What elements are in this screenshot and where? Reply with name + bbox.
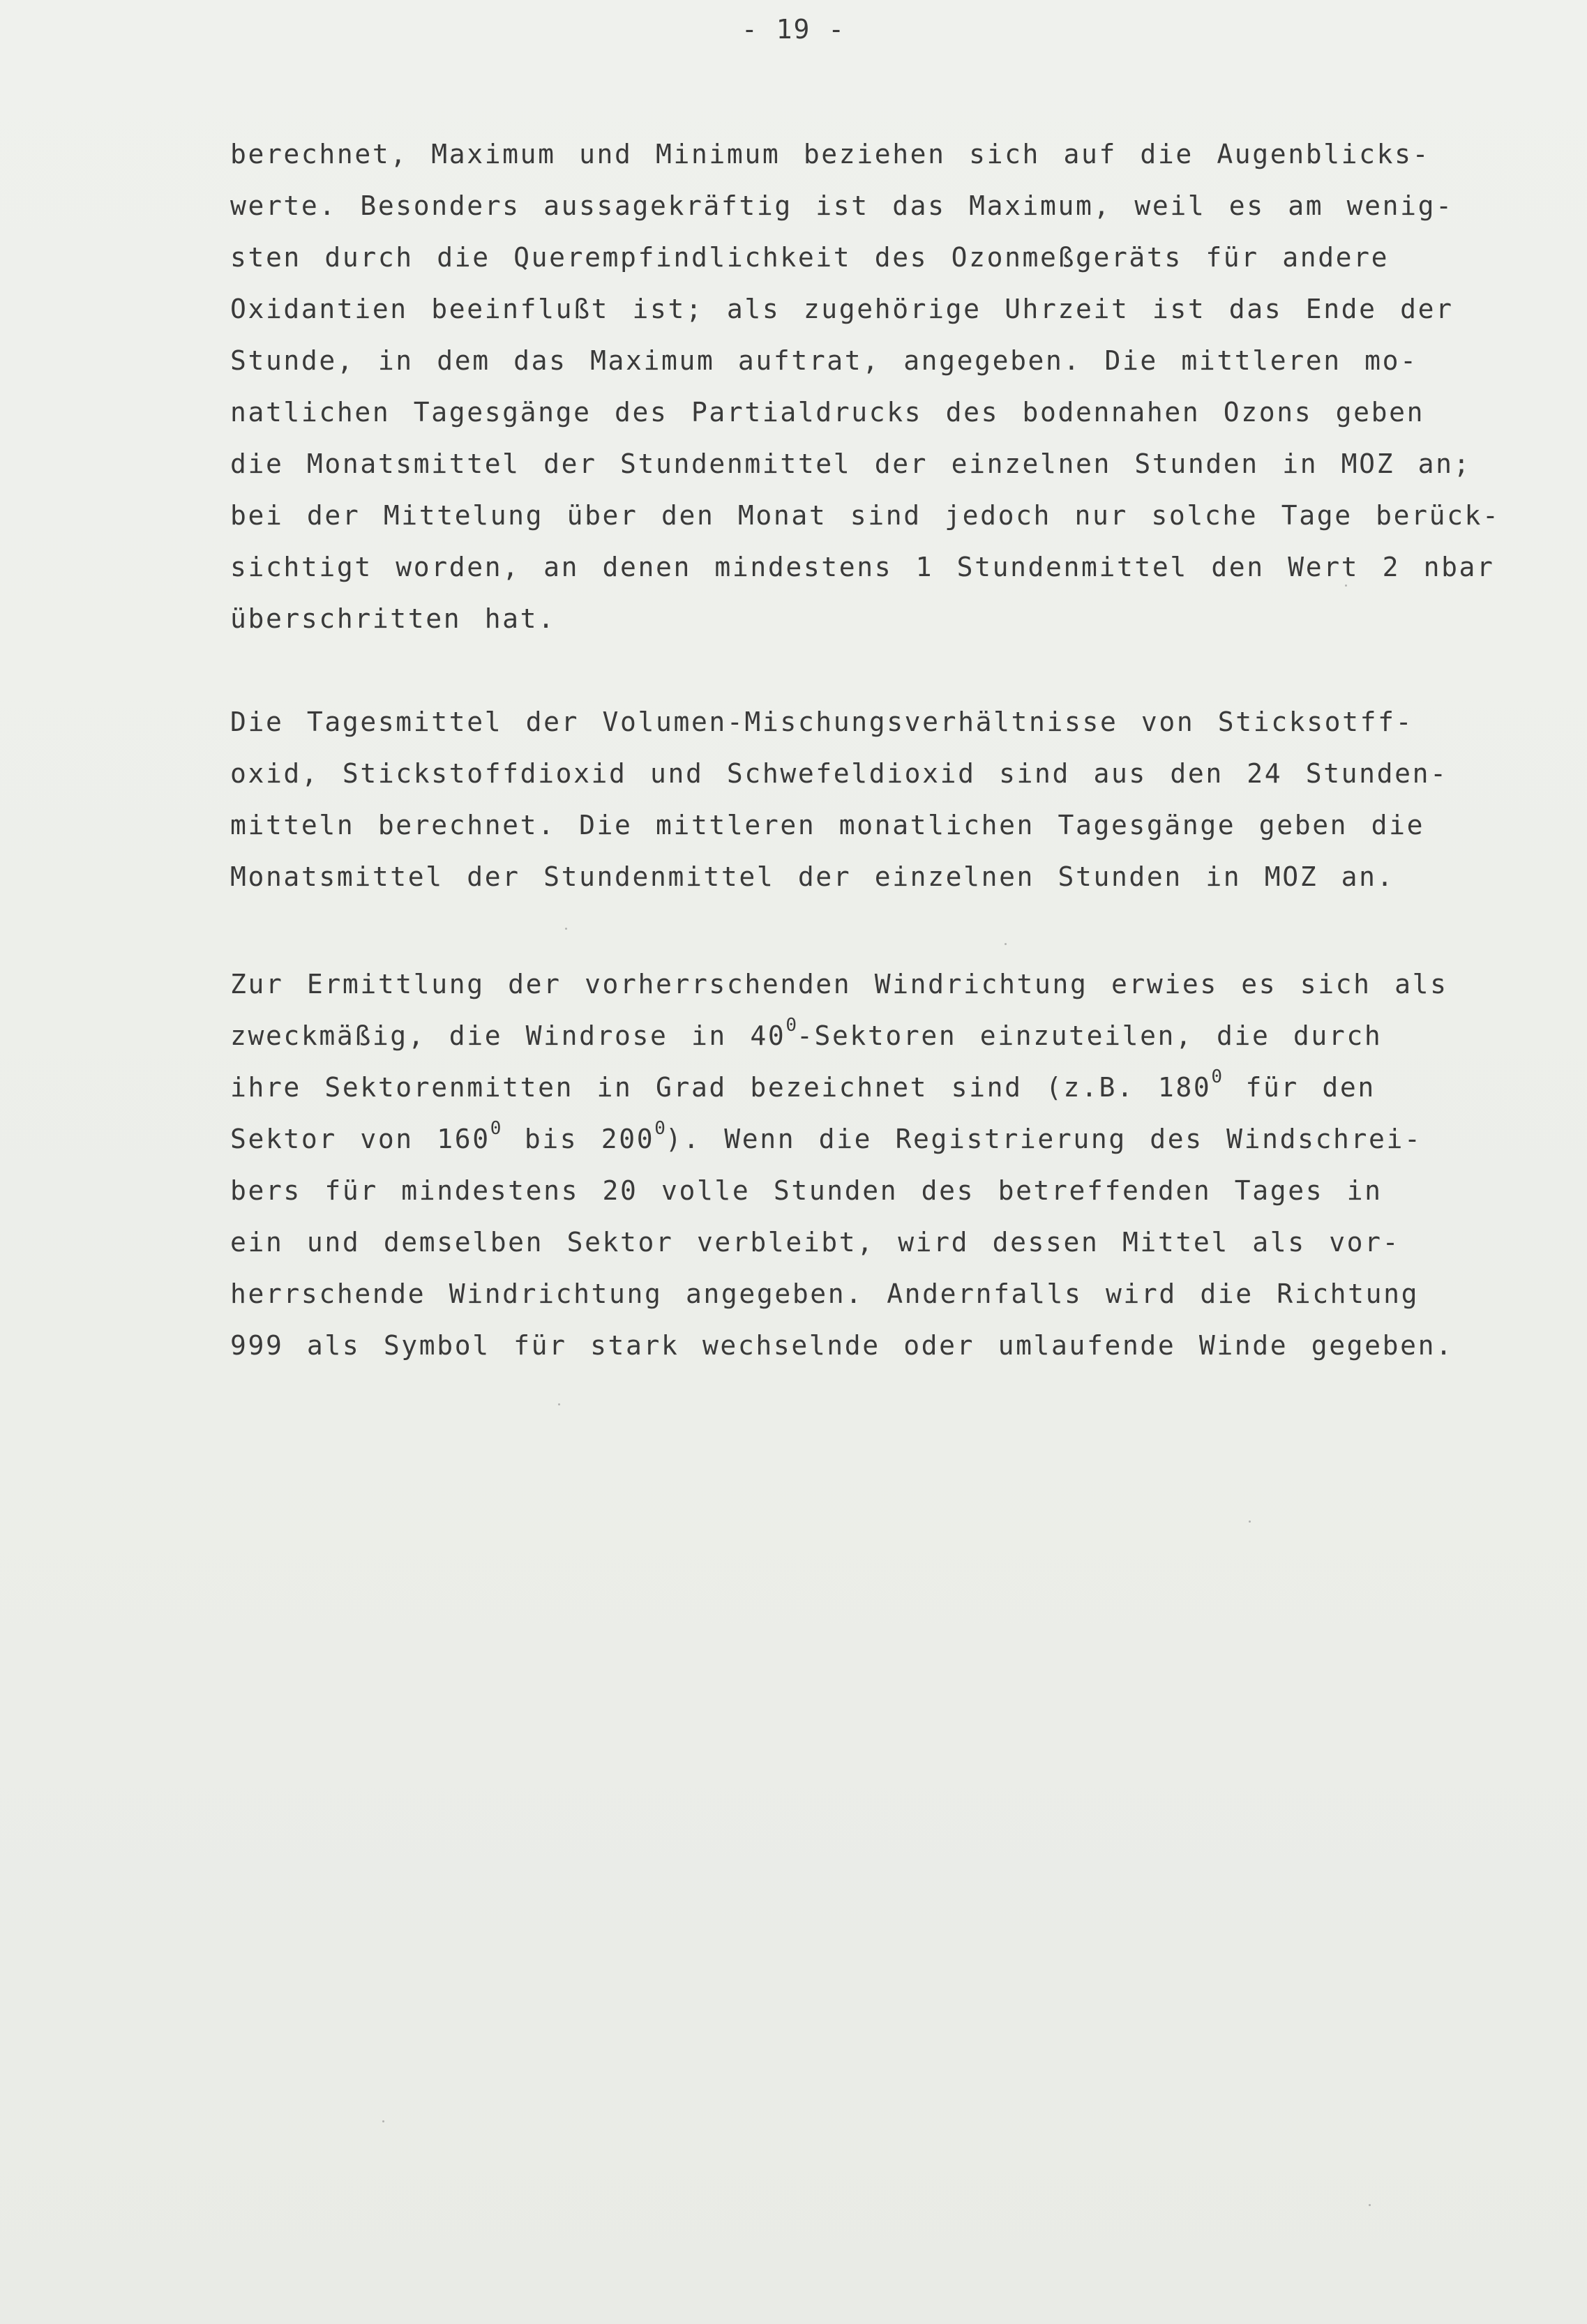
paragraph-wind-direction (230, 958, 1528, 1371)
degree-superscript: 0 (1211, 1066, 1222, 1088)
text-line: werte. Besonders aussagekräftig ist das Maximum, weil es am wenig- (230, 190, 1454, 221)
text-line: sichtigt worden, an denen mindestens 1 Stundenmittel den Wert 2 nbar (230, 552, 1495, 582)
text-line: Oxidantien beeinflußt ist; als zugehörige Uhrzeit ist das Ende der (230, 294, 1454, 324)
paper-speck (1249, 1521, 1251, 1523)
text-line: 999 als Symbol für stark wechselnde oder umlaufende Winde gegeben. (230, 1330, 1454, 1361)
paper-speck (382, 2120, 384, 2122)
text-line: Zur Ermittlung der vorherrschenden Windrichtung erwies es sich als (230, 969, 1448, 999)
body-text (230, 128, 1528, 1371)
text-line: sten durch die Querempfindlichkeit des Ozonmeßgeräts für andere (230, 242, 1390, 273)
text-line: herrschende Windrichtung angegeben. Andernfalls wird die Richtung (230, 1278, 1420, 1309)
text-line: bei der Mittelung über den Monat sind jedoch nur solche Tage berück- (230, 500, 1500, 531)
paper-speck (1005, 943, 1007, 945)
page-number: - 19 - (741, 14, 846, 45)
degree-superscript: 0 (654, 1118, 665, 1140)
paragraph-ozone-statistics (230, 128, 1528, 644)
text-line: bers für mindestens 20 volle Stunden des betreffenden Tages in (230, 1175, 1383, 1206)
paper-speck (565, 928, 567, 930)
text-line: Sektor von $160^0$ bis $200^0$). Wenn die Registrierung des Windschrei- (230, 1118, 1422, 1154)
paragraph-gap (230, 903, 1528, 958)
text-line: ein und demselben Sektor verbleibt, wird dessen Mittel als vor- (230, 1227, 1401, 1258)
text-line: Stunde, in dem das Maximum auftrat, angegeben. Die mittleren mo- (230, 345, 1418, 376)
degree-superscript: 0 (490, 1118, 502, 1140)
paragraph-gap (230, 644, 1528, 696)
text-line: Die Tagesmittel der Volumen-Mischungsverhältnisse von Sticksotff- (230, 707, 1414, 737)
degree-superscript: 0 (785, 1015, 797, 1036)
text-line: zweckmäßig, die Windrose in $40^0$-Sektoren einzuteilen, die durch (230, 1015, 1383, 1051)
text-line: ihre Sektorenmitten in Grad bezeichnet sind (z.B. $180^0$ für den (230, 1066, 1376, 1103)
paragraph-daily-means (230, 696, 1528, 903)
text-line: Monatsmittel der Stundenmittel der einzelnen Stunden in MOZ an. (230, 861, 1395, 892)
text-line: die Monatsmittel der Stundenmittel der einzelnen Stunden in MOZ an; (230, 448, 1472, 479)
text-line: natlichen Tagesgänge des Partialdrucks des bodennahen Ozons geben (230, 397, 1425, 428)
text-line: oxid, Stickstoffdioxid und Schwefeldioxid sind aus den 24 Stunden- (230, 758, 1448, 789)
text-line: berechnet, Maximum und Minimum beziehen sich auf die Augenblicks- (230, 139, 1431, 169)
text-line: überschritten hat. (230, 603, 556, 634)
paper-speck (558, 1403, 560, 1405)
paper-speck (1345, 584, 1347, 587)
paper-speck (1369, 2204, 1371, 2206)
text-line: mitteln berechnet. Die mittleren monatlichen Tagesgänge geben die (230, 810, 1425, 840)
